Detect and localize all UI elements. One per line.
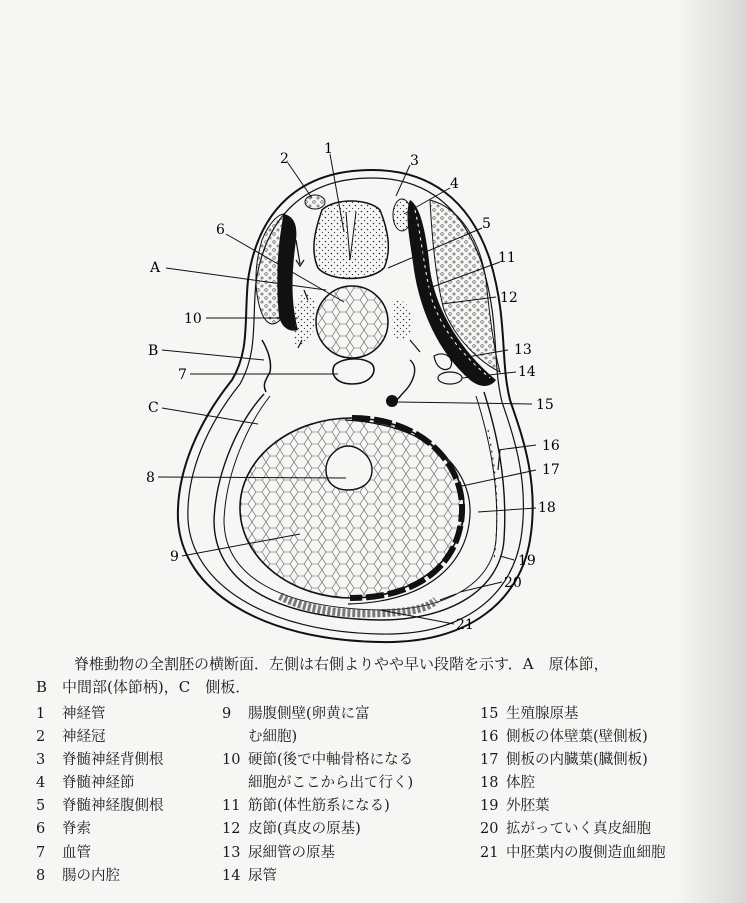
label-16: 16 [542, 438, 560, 454]
figure-caption [36, 653, 716, 699]
legend-item: 細胞がここから出て行く) [248, 775, 414, 792]
label-C: C [148, 400, 159, 416]
caption-line-2: B 中間部(体節柄)，C 側板． [36, 678, 251, 696]
legend-item: 13 尿細管の原基 [222, 844, 335, 861]
label-8: 8 [146, 470, 155, 486]
legend-item: 12 皮節(真皮の原基) [222, 821, 361, 838]
label-18: 18 [538, 500, 556, 516]
legend-item: 9 腸腹側壁(卵黄に富 [222, 706, 370, 722]
legend-item: 19 外胚葉 [480, 798, 550, 815]
label-13: 13 [514, 342, 532, 358]
label-2: 2 [280, 151, 289, 167]
legend-item: 10 硬節(後で中軸骨格になる [222, 752, 414, 769]
legend-item: 2 神経冠 [36, 729, 106, 746]
label-A: A [150, 260, 161, 276]
legend-item: 4 脊髄神経節 [36, 775, 135, 792]
label-B: B [148, 343, 159, 359]
neural-crest [305, 195, 325, 209]
label-3: 3 [410, 153, 419, 169]
blood-vessel [333, 359, 374, 384]
label-19: 19 [518, 553, 536, 569]
label-9: 9 [170, 549, 179, 565]
legend-item: 11 筋節(体性筋系になる) [222, 798, 390, 815]
legend-item: 8 腸の内腔 [36, 867, 120, 884]
label-12: 12 [500, 290, 518, 306]
legend-item: 15 生殖腺原基 [480, 706, 579, 722]
legend-column-1 [36, 703, 164, 888]
legend-item: 20 拡がっていく真皮細胞 [480, 821, 651, 838]
label-7: 7 [178, 367, 187, 383]
label-17: 17 [542, 462, 560, 478]
legend-item: 3 脊髄神経背側根 [36, 752, 164, 769]
notochord [316, 286, 388, 358]
label-4: 4 [450, 176, 459, 192]
spinal-ganglion [393, 199, 411, 231]
legend-item: む細胞) [248, 729, 298, 746]
legend-column-3 [480, 703, 666, 865]
sclerotome [293, 294, 317, 346]
caption-line-1: 脊椎動物の全割胚の横断面．左側は右側よりやや早い段階を示す．A 原体節， [74, 655, 609, 673]
legend-item: 1 神経管 [36, 706, 106, 722]
label-21: 21 [456, 617, 474, 633]
gonad-primordium [386, 395, 398, 407]
legend-item: 17 側板の内臓葉(臓側板) [480, 752, 648, 769]
label-15: 15 [536, 397, 554, 413]
legend-column-2 [222, 703, 413, 888]
legend-item: 21 中胚葉内の腹側造血細胞 [480, 844, 666, 861]
legend-item: 5 脊髄神経腹側根 [36, 798, 164, 815]
label-5: 5 [482, 216, 491, 232]
label-20: 20 [504, 575, 522, 591]
legend-item: 6 脊索 [36, 821, 91, 838]
label-11: 11 [498, 250, 516, 266]
label-10: 10 [184, 311, 202, 327]
label-14: 14 [518, 364, 536, 380]
label-6: 6 [216, 222, 225, 238]
legend-item: 14 尿管 [222, 867, 277, 884]
legend-item: 16 側板の体壁葉(壁側板) [480, 729, 648, 746]
label-1: 1 [324, 141, 333, 157]
legend-item: 18 体腔 [480, 775, 535, 792]
legend-item: 7 血管 [36, 844, 91, 861]
